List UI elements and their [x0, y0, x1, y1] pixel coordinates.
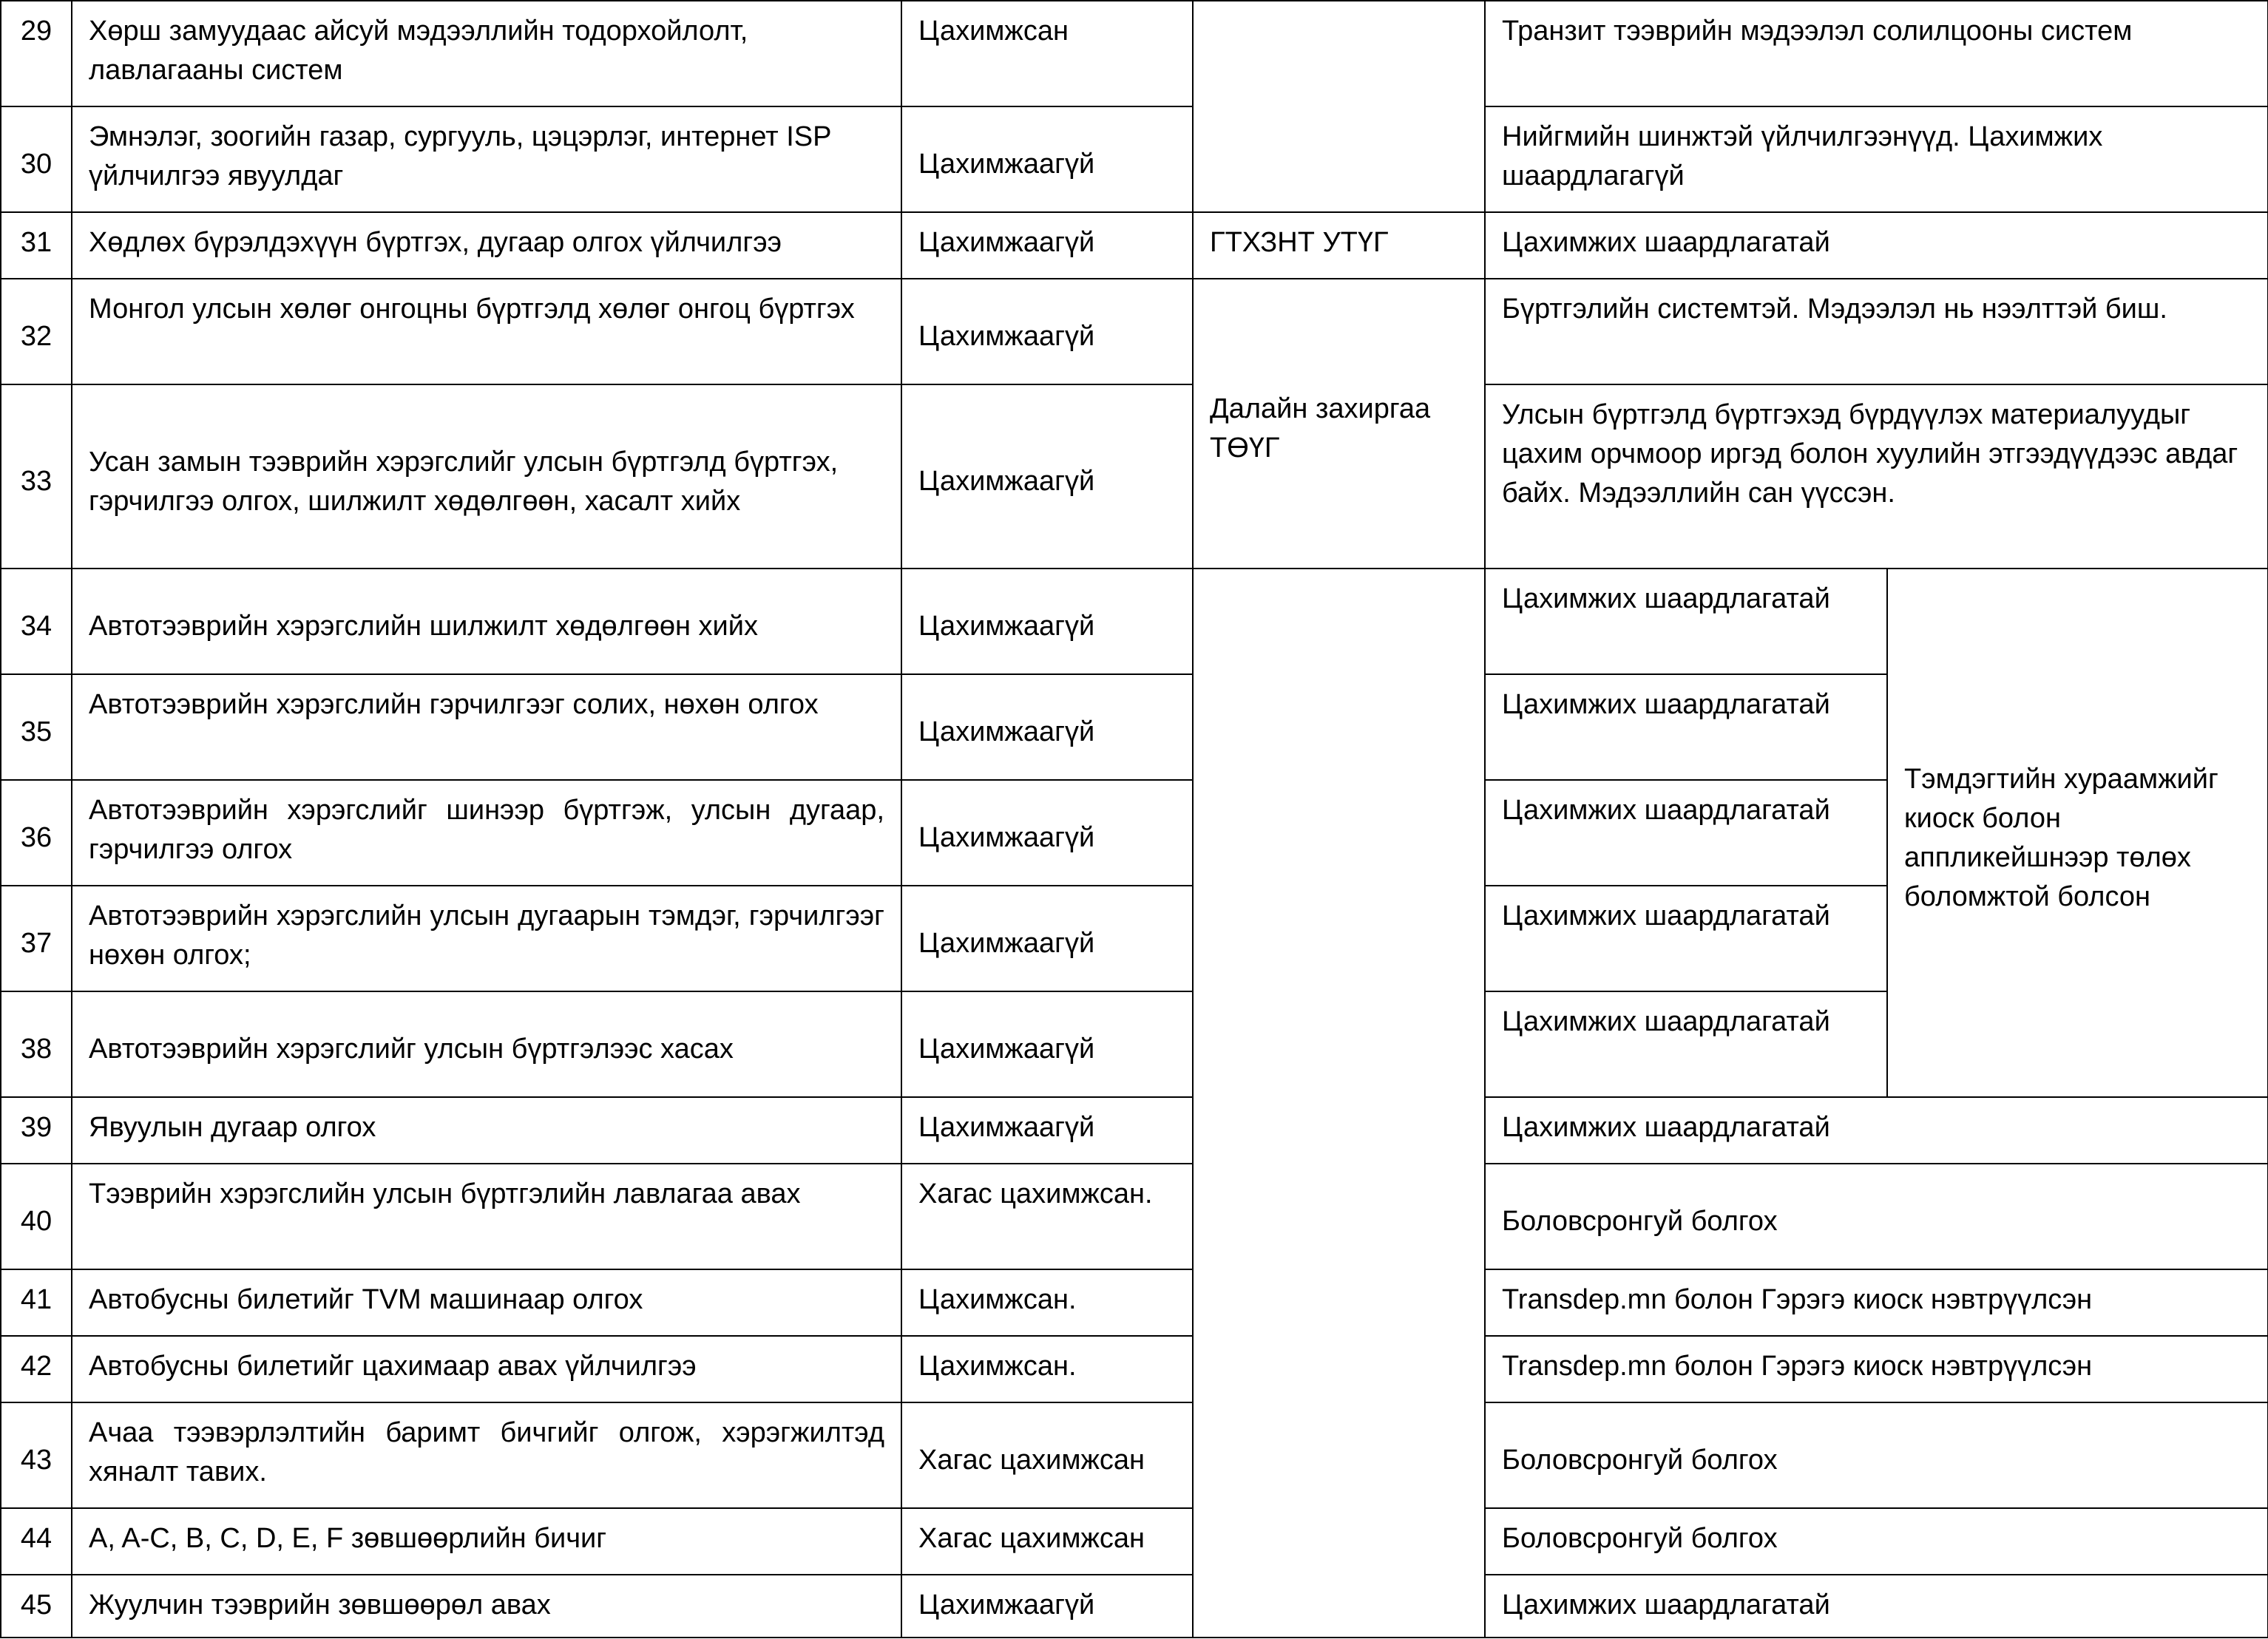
digital-status: Цахимжаагүй [901, 1575, 1193, 1638]
digital-status: Цахимжаагүй [901, 106, 1193, 212]
note: Transdep.mn болон Гэрэгэ киоск нэвтрүүлсэн [1485, 1269, 2268, 1336]
service-name: Хөдлөх бүрэлдэхүүн бүртгэх, дугаар олгох үйлчилгээ [72, 212, 901, 279]
note: Цахимжих шаардлагатай [1485, 991, 1887, 1097]
service-name: Жуулчин тээврийн зөвшөөрөл авах [72, 1575, 901, 1638]
row-number: 40 [1, 1164, 72, 1269]
table-row [1, 1269, 2268, 1336]
row-number: 32 [1, 279, 72, 384]
table-row [1, 1164, 2268, 1269]
row-number: 42 [1, 1336, 72, 1402]
service-name: A, A-C, B, C, D, E, F зөвшөөрлийн бичиг [72, 1508, 901, 1575]
table-row [1, 1, 2268, 106]
row-number: 29 [1, 1, 72, 106]
row-number: 43 [1, 1402, 72, 1508]
table-row [1, 569, 2268, 674]
note: Боловсронгуй болгох [1485, 1402, 2268, 1508]
service-name: Автотээврийн хэрэгслийн гэрчилгээг солих, нөхөн олгох [72, 674, 901, 780]
service-name: Усан замын тээврийн хэрэгслийг улсын бүртгэлд бүртгэх, гэрчилгээ олгох, шилжилт хөдөлгөөн, хасалт хийх [72, 384, 901, 569]
service-name: Автотээврийн хэрэгслийг улсын бүртгэлээс хасах [72, 991, 901, 1097]
digital-status: Цахимжаагүй [901, 279, 1193, 384]
note: Транзит тээврийн мэдээлэл солилцооны систем [1485, 1, 2268, 106]
digital-status: Цахимжаагүй [901, 780, 1193, 886]
row-number: 30 [1, 106, 72, 212]
digital-status: Цахимжаагүй [901, 674, 1193, 780]
row-number: 41 [1, 1269, 72, 1336]
row-number: 33 [1, 384, 72, 569]
table-row [1, 1402, 2268, 1508]
note: Цахимжих шаардлагатай [1485, 569, 1887, 674]
table-row [1, 1336, 2268, 1402]
table-row [1, 106, 2268, 212]
note: Цахимжих шаардлагатай [1485, 886, 1887, 991]
note: Бүртгэлийн системтэй. Мэдээлэл нь нээлттэй биш. [1485, 279, 2268, 384]
service-name: Автотээврийн хэрэгслийн улсын дугаарын тэмдэг, гэрчилгээг нөхөн олгох; [72, 886, 901, 991]
note: Цахимжих шаардлагатай [1485, 1575, 2268, 1638]
digital-status: Цахимжаагүй [901, 1097, 1193, 1164]
note: Transdep.mn болон Гэрэгэ киоск нэвтрүүлсэн [1485, 1336, 2268, 1402]
service-name: Тээврийн хэрэгслийн улсын бүртгэлийн лавлагаа авах [72, 1164, 901, 1269]
row-number: 36 [1, 780, 72, 886]
digital-status: Хагас цахимжсан [901, 1508, 1193, 1575]
note: Улсын бүртгэлд бүртгэхэд бүрдүүлэх материалуудыг цахим орчмоор иргэд болон хуулийн этгээдүүдээс авдаг байх. Мэдээллийн сан үүссэн. [1485, 384, 2268, 569]
row-number: 44 [1, 1508, 72, 1575]
organization-maritime: Далайн захиргаа ТӨҮГ [1193, 279, 1485, 569]
row-number: 45 [1, 1575, 72, 1638]
organization-empty [1193, 1, 1485, 212]
note: Цахимжих шаардлагатай [1485, 1097, 2268, 1164]
table-row [1, 1508, 2268, 1575]
note: Цахимжих шаардлагатай [1485, 212, 2268, 279]
service-name: Автотээврийн хэрэгслийг шинээр бүртгэж, улсын дугаар, гэрчилгээ олгох [72, 780, 901, 886]
row-number: 35 [1, 674, 72, 780]
service-name: Автобусны билетийг цахимаар авах үйлчилгээ [72, 1336, 901, 1402]
service-name: Автобусны билетийг TVM машинаар олгох [72, 1269, 901, 1336]
row-number: 38 [1, 991, 72, 1097]
note: Боловсронгуй болгох [1485, 1164, 2268, 1269]
table-row [1, 212, 2268, 279]
digital-status: Цахимжаагүй [901, 886, 1193, 991]
service-name: Монгол улсын хөлөг онгоцны бүртгэлд хөлөг онгоц бүртгэх [72, 279, 901, 384]
digital-status: Хагас цахимжсан. [901, 1164, 1193, 1269]
service-name: Ачаа тээвэрлэлтийн баримт бичгийг олгож, хэрэгжилтэд хяналт тавих. [72, 1402, 901, 1508]
note: Цахимжих шаардлагатай [1485, 674, 1887, 780]
organization-empty [1193, 569, 1485, 1638]
table-row [1, 1097, 2268, 1164]
digital-status: Цахимжаагүй [901, 384, 1193, 569]
digital-status: Цахимжсан. [901, 1269, 1193, 1336]
note: Нийгмийн шинжтэй үйлчилгээнүүд. Цахимжих шаардлагагүй [1485, 106, 2268, 212]
digital-status: Хагас цахимжсан [901, 1402, 1193, 1508]
row-number: 34 [1, 569, 72, 674]
digital-status: Цахимжаагүй [901, 569, 1193, 674]
service-name: Явуулын дугаар олгох [72, 1097, 901, 1164]
digital-status: Цахимжаагүй [901, 212, 1193, 279]
row-number: 39 [1, 1097, 72, 1164]
row-number: 31 [1, 212, 72, 279]
organization: ГТХЗНТ УТҮГ [1193, 212, 1485, 279]
table-row [1, 279, 2268, 384]
digital-status: Цахимжаагүй [901, 991, 1193, 1097]
service-name: Эмнэлэг, зоогийн газар, сургууль, цэцэрлэг, интернет ISP үйлчилгээ явуулдаг [72, 106, 901, 212]
table-row [1, 384, 2268, 569]
digital-status: Цахимжсан. [901, 1336, 1193, 1402]
fee-note: Тэмдэгтийн хураамжийг киоск болон аппликейшнээр төлөх боломжтой болсон [1887, 569, 2268, 1097]
service-name: Автотээврийн хэрэгслийн шилжилт хөдөлгөөн хийх [72, 569, 901, 674]
row-number: 37 [1, 886, 72, 991]
note: Боловсронгуй болгох [1485, 1508, 2268, 1575]
digital-status: Цахимжсан [901, 1, 1193, 106]
note: Цахимжих шаардлагатай [1485, 780, 1887, 886]
table-row [1, 1575, 2268, 1638]
service-name: Хөрш замуудаас айсуй мэдээллийн тодорхойлолт, лавлагааны систем [72, 1, 901, 106]
